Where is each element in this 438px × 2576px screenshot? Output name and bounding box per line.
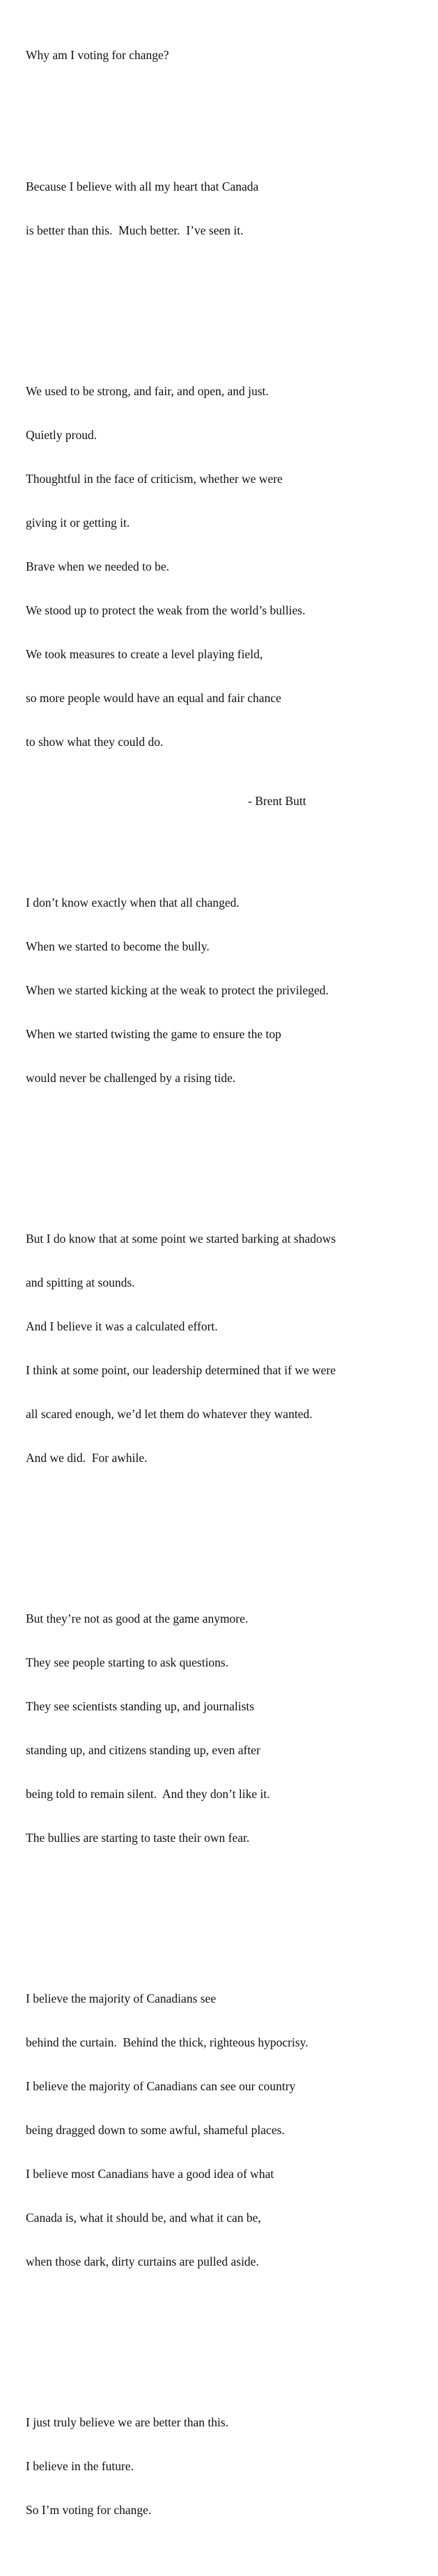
text-line: They see scientists standing up, and journalists (26, 1699, 255, 1713)
paragraph-gap (26, 1144, 433, 1159)
text-line: We used to be strong, and fair, and open, and just. (26, 384, 269, 398)
text-line: would never be challenged by a rising tide. (26, 1071, 236, 1085)
text-line: Canada is, what it should be, and what it can be, (26, 2211, 261, 2225)
paragraph-gap (26, 296, 433, 311)
text-line: Quietly proud. (26, 428, 97, 442)
paragraph-3 (26, 866, 433, 1115)
text-line: They see people starting to ask questions. (26, 1655, 229, 1669)
text-line: We took measures to create a level playing field, (26, 647, 263, 661)
text-line: when those dark, dirty curtains are pulled aside. (26, 2255, 259, 2268)
text-line: When we started kicking at the weak to protect the privileged. (26, 983, 329, 997)
text-line: I believe the majority of Canadians can see our country (26, 2079, 296, 2093)
document-title: Why am I voting for change? (26, 48, 169, 62)
text-line: behind the curtain. Behind the thick, righteous hypocrisy. (26, 2035, 308, 2049)
text-line: Brave when we needed to be. (26, 559, 170, 573)
document-body (26, 19, 433, 2576)
text-line: So I’m voting for change. (26, 2503, 152, 2517)
text-line: is better than this. Much better. I’ve seen it. (26, 223, 244, 237)
text-line: all scared enough, we’d let them do whatever they wanted. (26, 1407, 313, 1421)
paragraph-gap (26, 808, 433, 822)
text-line: I believe the majority of Canadians see (26, 1991, 217, 2005)
paragraph-gap (26, 1904, 433, 1918)
text-line: giving it or getting it. (26, 516, 130, 530)
text-line: We stood up to protect the weak from the world’s bullies. (26, 603, 306, 617)
paragraph-2 (26, 355, 433, 779)
text-line: Because I believe with all my heart that Canada (26, 180, 259, 193)
text-line: standing up, and citizens standing up, even after (26, 1743, 260, 1757)
text-line: But I do know that at some point we started barking at shadows (26, 1232, 336, 1246)
text-line: and spitting at sounds. (26, 1275, 135, 1289)
text-line: When we started to become the bully. (26, 939, 210, 953)
text-line: And I believe it was a calculated effort. (26, 1319, 218, 1333)
text-line: Thoughtful in the face of criticism, whether we were (26, 472, 283, 486)
text-line: I just truly believe we are better than this. (26, 2415, 229, 2429)
paragraph-gap (26, 1524, 433, 1539)
text-line: I believe in the future. (26, 2459, 134, 2473)
text-line: I don’t know exactly when that all changed. (26, 896, 240, 909)
text-line: The bullies are starting to taste their own fear. (26, 1831, 250, 1845)
text-line: And we did. For awhile. (26, 1451, 148, 1465)
text-line: But they’re not as good at the game anymore. (26, 1612, 249, 1625)
paragraph-gap (26, 2328, 433, 2342)
paragraph-5 (26, 1582, 433, 1875)
signature: - Brent Butt (248, 794, 306, 808)
text-line: being told to remain silent. And they don’t like it. (26, 1787, 270, 1801)
paragraph-1 (26, 150, 433, 267)
paragraph-4 (26, 1202, 433, 1495)
paragraph-gap (26, 92, 433, 106)
text-line: I think at some point, our leadership determined that if we were (26, 1363, 336, 1377)
text-line: being dragged down to some awful, shameful places. (26, 2123, 285, 2137)
text-line: I believe most Canadians have a good idea of what (26, 2167, 274, 2181)
text-line: to show what they could do. (26, 735, 164, 749)
paragraph-7 (26, 2386, 433, 2547)
text-line: so more people would have an equal and fair chance (26, 691, 281, 705)
paragraph-6 (26, 1962, 433, 2298)
text-line: When we started twisting the game to ensure the top (26, 1027, 281, 1041)
